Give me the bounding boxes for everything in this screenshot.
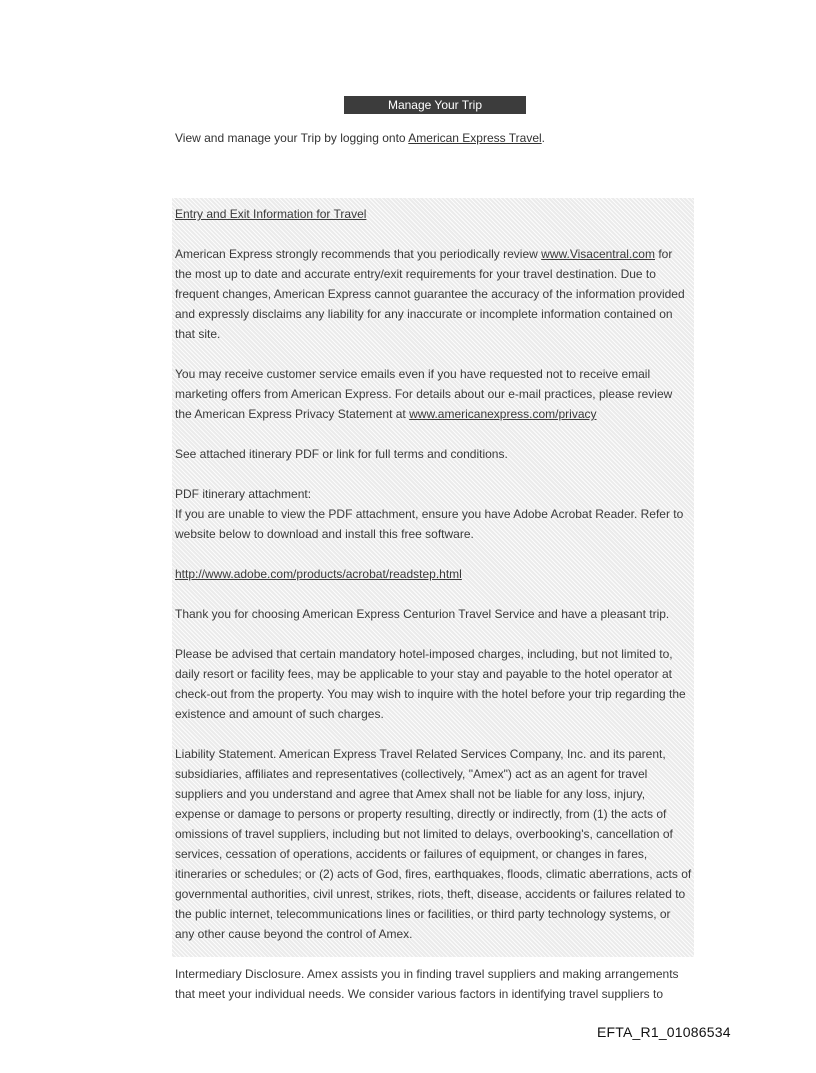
thank-you-paragraph: Thank you for choosing American Express Centurion Travel Service and have a pleasant trip. (175, 607, 670, 621)
pdf-label: PDF itinerary attachment: (175, 487, 312, 501)
privacy-paragraph (175, 364, 692, 424)
visacentral-text: American Express strongly recommends that you periodically review (175, 247, 542, 261)
hotel-charges-paragraph: Please be advised that certain mandatory hotel-imposed charges, including, but not limited to, daily resort or facility fees, may be applicable to your stay and payable to the hotel operator at check-out from the property. You may wish to inquire with the hotel before your trip regarding the existence and amount of such charges. (175, 647, 686, 721)
manage-trip-header: Manage Your Trip (344, 96, 526, 114)
itinerary-paragraph: See attached itinerary PDF or link for full terms and conditions. (175, 447, 508, 461)
entry-exit-heading[interactable]: Entry and Exit Information for Travel (175, 207, 367, 221)
intro-text: View and manage your Trip by logging onto (175, 131, 409, 145)
liability-paragraph: Liability Statement. American Express Travel Related Services Company, Inc. and its parent, subsidiaries, affiliates and representatives (collectively, "Amex") act as an agent for travel suppliers and you understand and agree that Amex shall not be liable for any loss, injury, expense or damage to persons or property resulting, directly or indirectly, from (1) the acts of omissions of travel suppliers, including but not limited to delays, overbooking's, cancellation of services, cessation of operations, accidents or failures of equipment, or changes in fares, itineraries or schedules; or (2) acts of God, fires, earthquakes, floods, climatic aberrations, acts of governmental authorities, civil unrest, strikes, riots, theft, disease, accidents or failures related to the public internet, telecommunications lines or facilities, or third party technology systems, or any other cause beyond the control of Amex. (175, 747, 692, 941)
adobe-link[interactable]: http://www.adobe.com/products/acrobat/readstep.html (175, 567, 462, 581)
visacentral-paragraph (175, 244, 692, 344)
document-id: EFTA_R1_01086534 (597, 1024, 731, 1040)
intro-suffix: . (541, 131, 546, 145)
intro-line (175, 131, 545, 145)
privacy-text: You may receive customer service emails even if you have requested not to receive email marketing offers from American Express. For details about our e-mail practices, please review the American Express Privacy Statement at (175, 367, 673, 421)
visacentral-link[interactable]: www.Visacentral.com (541, 247, 655, 261)
terms-panel (172, 198, 694, 1001)
intermediary-paragraph: Intermediary Disclosure. Amex assists you in finding travel suppliers and making arrangements that meet your individual needs. We consider various factors in identifying travel suppliers to (175, 967, 679, 1001)
visacentral-text-rest: for the most up to date and accurate entry/exit requirements for your travel destination. Due to frequent changes, American Express cannot guarantee the accuracy of the information provided and expressly disclaims any liability for any inaccurate or incomplete information contained on that site. (175, 247, 685, 341)
adobe-paragraph (175, 564, 692, 584)
pdf-paragraph (175, 484, 692, 544)
pdf-text: If you are unable to view the PDF attachment, ensure you have Adobe Acrobat Reader. Refer to website below to download and install this free software. (175, 507, 684, 541)
privacy-link[interactable]: www.americanexpress.com/privacy (409, 407, 597, 421)
amex-travel-link[interactable]: American Express Travel (408, 131, 542, 145)
